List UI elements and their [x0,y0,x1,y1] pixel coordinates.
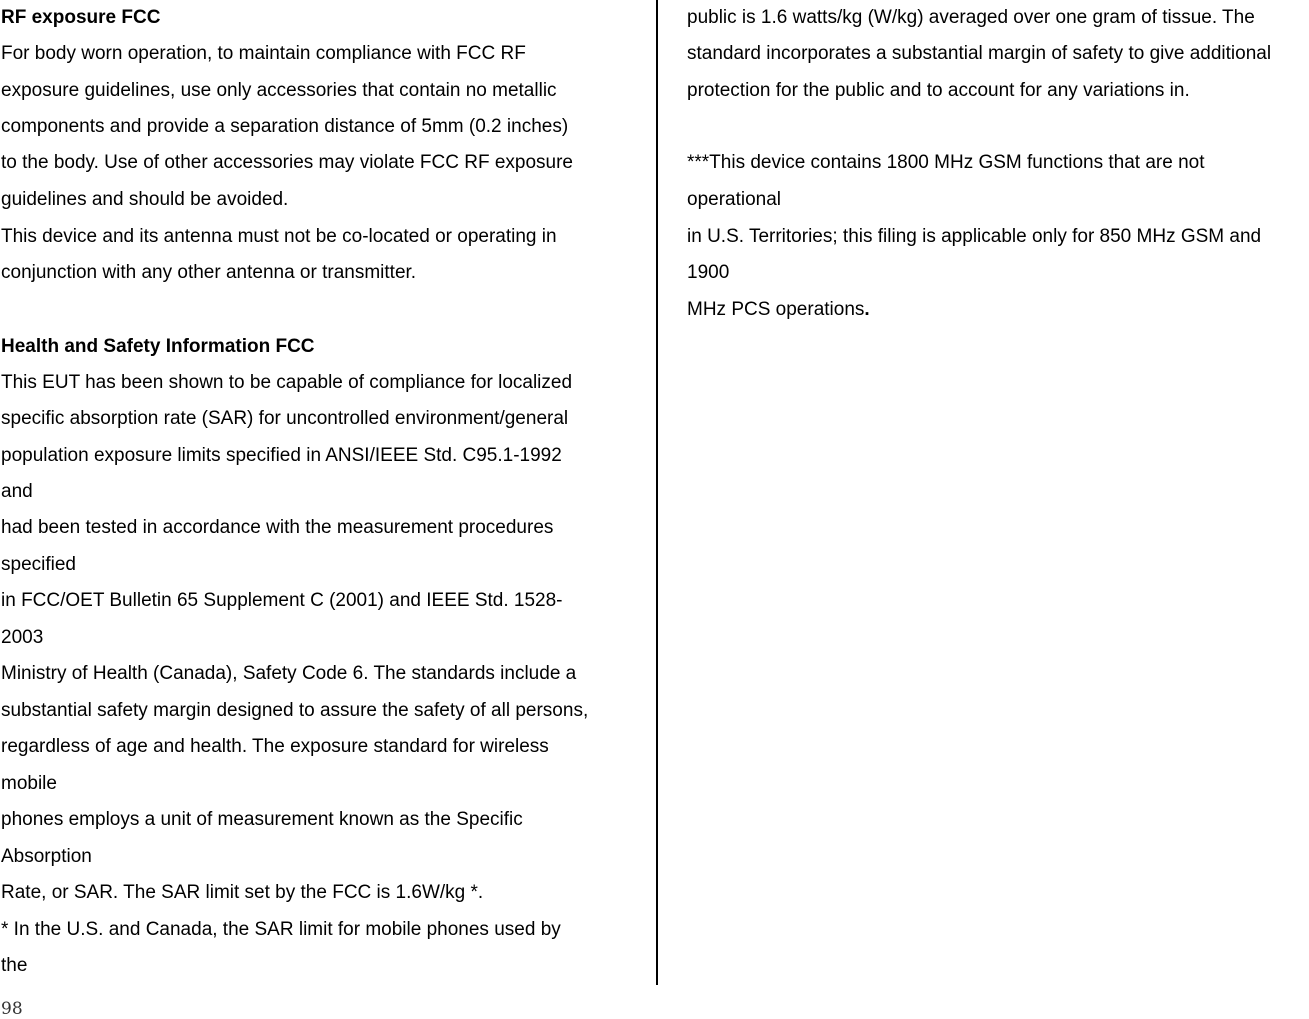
text-line: This EUT has been shown to be capable of compliance for localized [1,372,573,393]
text-line: 2003 [1,627,44,648]
text-line-final [687,299,870,321]
text-line: Ministry of Health (Canada), Safety Code 6. The standards include a [1,663,577,684]
text-line: public is 1.6 watts/kg (W/kg) averaged over one gram of tissue. The [687,7,1255,28]
text-line: 1900 [687,262,730,283]
text-line: substantial safety margin designed to assure the safety of all persons, [1,700,589,721]
text-line: exposure guidelines, use only accessories that contain no metallic [1,80,557,101]
text-line: mobile [1,773,57,794]
text-line: * In the U.S. and Canada, the SAR limit for mobile phones used by [1,919,561,940]
text-line: phones employs a unit of measurement known as the Specific [1,809,523,830]
text-line: in U.S. Territories; this filing is applicable only for 850 MHz GSM and [687,226,1262,247]
text-line: the [1,955,28,976]
text-line: operational [687,189,782,210]
column-divider [656,0,658,985]
text-line: components and provide a separation distance of 5mm (0.2 inches) [1,116,569,137]
text-line: to the body. Use of other accessories may violate FCC RF exposure [1,152,574,173]
text-line: conjunction with any other antenna or transmitter. [1,262,417,283]
text-line: guidelines and should be avoided. [1,189,289,210]
final-line-period: . [864,299,870,320]
text-line: in FCC/OET Bulletin 65 Supplement C (2001) and IEEE Std. 1528- [1,590,563,611]
text-line: standard incorporates a substantial margin of safety to give additional [687,43,1272,64]
text-line: population exposure limits specified in ANSI/IEEE Std. C95.1-1992 [1,445,562,466]
section-heading-rf-exposure: RF exposure FCC [1,7,161,28]
text-line: Absorption [1,846,92,867]
text-line: For body worn operation, to maintain compliance with FCC RF [1,43,526,64]
text-line: and [1,481,33,502]
final-line-text: MHz PCS operations [687,299,865,320]
text-line: had been tested in accordance with the measurement procedures [1,517,554,538]
text-line: This device and its antenna must not be co-located or operating in [1,226,557,247]
text-line: ***This device contains 1800 MHz GSM functions that are not [687,152,1205,173]
page-number: 98 [1,999,23,1019]
section-heading-health-safety: Health and Safety Information FCC [1,336,315,357]
text-line: specific absorption rate (SAR) for uncontrolled environment/general [1,408,569,429]
text-line: regardless of age and health. The exposure standard for wireless [1,736,549,757]
text-line: specified [1,554,76,575]
text-line: protection for the public and to account for any variations in. [687,80,1190,101]
text-line: Rate, or SAR. The SAR limit set by the FCC is 1.6W/kg *. [1,882,484,903]
